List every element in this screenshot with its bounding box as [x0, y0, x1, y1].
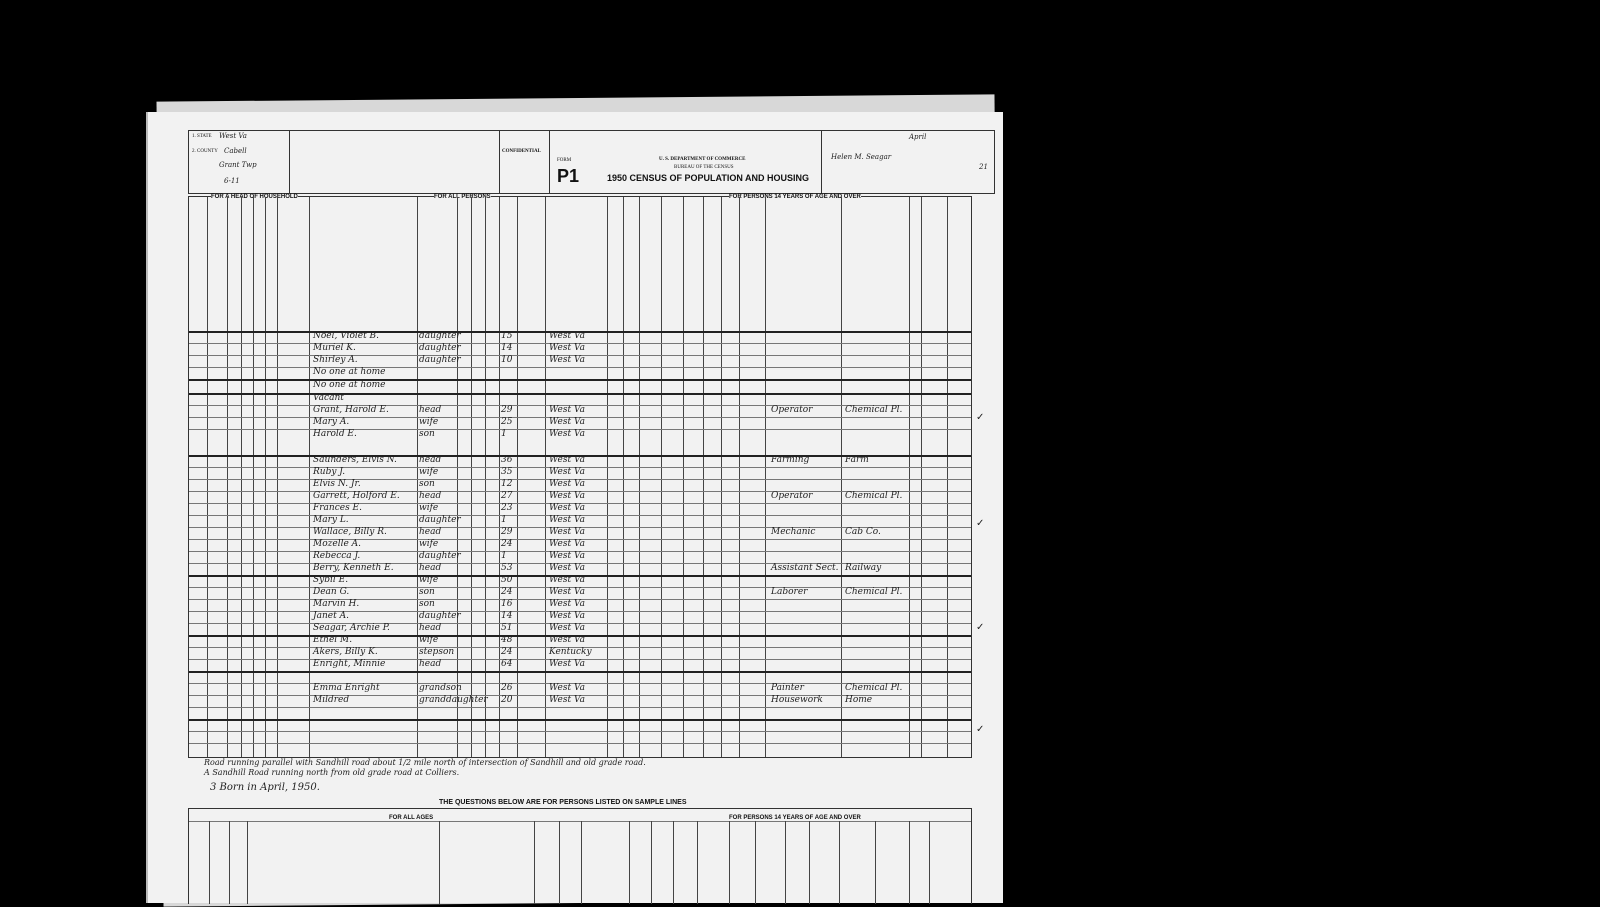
confidential-label: CONFIDENTIAL	[502, 149, 541, 154]
birthplace: West Va	[549, 429, 585, 439]
occupation: Operator	[771, 405, 813, 415]
relationship: son	[419, 479, 435, 489]
person-name: Vacant	[313, 393, 344, 403]
birthplace: West Va	[549, 539, 585, 549]
age: 64	[501, 659, 513, 669]
sheet-number: 21	[979, 163, 988, 171]
person-name: Ruby J.	[313, 467, 346, 477]
check-mark: ✓	[976, 412, 985, 423]
age: 27	[501, 491, 513, 501]
person-name: No one at home	[313, 367, 386, 377]
age: 1	[501, 429, 507, 439]
over14-section-label: FOR PERSONS 14 YEARS OF AGE AND OVER	[729, 194, 861, 200]
person-name: Janet A.	[313, 611, 349, 621]
state-value: West Va	[219, 132, 247, 140]
census-grid	[188, 196, 972, 758]
birthplace: West Va	[549, 635, 585, 645]
birthplace: West Va	[549, 659, 585, 669]
date-started-value: April	[909, 133, 927, 141]
age: 15	[501, 331, 513, 341]
age: 29	[501, 405, 513, 415]
age: 14	[501, 611, 513, 621]
relationship: daughter	[419, 343, 461, 353]
age: 16	[501, 599, 513, 609]
all-persons-section-label: FOR ALL PERSONS	[434, 194, 491, 200]
person-name: No one at home	[313, 380, 386, 390]
person-name: Shirley A.	[313, 355, 358, 365]
relationship: head	[419, 659, 442, 669]
person-name: Akers, Billy K.	[313, 647, 378, 657]
person-name: Harold E.	[313, 429, 357, 439]
age: 53	[501, 563, 513, 573]
bureau-label: BUREAU OF THE CENSUS	[674, 165, 734, 170]
relationship: head	[419, 405, 442, 415]
department-label: U. S. DEPARTMENT OF COMMERCE	[659, 157, 746, 162]
age: 36	[501, 455, 513, 465]
relationship: grandson	[419, 683, 462, 693]
industry: Chemical Pl.	[845, 405, 903, 415]
birthplace: West Va	[549, 467, 585, 477]
census-sheet	[146, 112, 1003, 903]
person-name: Saunders, Elvis N.	[313, 455, 397, 465]
industry: Chemical Pl.	[845, 491, 903, 501]
age: 50	[501, 575, 513, 585]
footnote-born: 3 Born in April, 1950.	[210, 782, 320, 793]
person-name: Enright, Minnie	[313, 659, 386, 669]
age: 29	[501, 527, 513, 537]
birthplace: West Va	[549, 355, 585, 365]
person-name: Emma Enright	[313, 683, 380, 693]
person-name: Frances E.	[313, 503, 362, 513]
birthplace: West Va	[549, 575, 585, 585]
birthplace: West Va	[549, 551, 585, 561]
check-mark: ✓	[976, 622, 985, 633]
ed-number-value: 6-11	[224, 177, 240, 185]
title-box	[549, 131, 822, 193]
age: 12	[501, 479, 513, 489]
birthplace: West Va	[549, 417, 585, 427]
age: 1	[501, 515, 507, 525]
form-id: P1	[557, 166, 580, 186]
birthplace: West Va	[549, 563, 585, 573]
relationship: son	[419, 429, 435, 439]
check-mark: ✓	[976, 724, 985, 735]
age: 25	[501, 417, 513, 427]
relationship: head	[419, 455, 442, 465]
occupation: Mechanic	[771, 527, 816, 537]
check-mark: ✓	[976, 518, 985, 529]
footnote-line-1: Road running parallel with Sandhill road about 1/2 mile north of intersection of Sandhill and old grade road.	[204, 758, 646, 767]
relationship: daughter	[419, 611, 461, 621]
person-name: Mary L.	[313, 515, 349, 525]
occupation: Painter	[771, 683, 804, 693]
relationship: wife	[419, 635, 439, 645]
township-value: Grant Twp	[219, 161, 257, 169]
relationship: son	[419, 599, 435, 609]
relationship: daughter	[419, 355, 461, 365]
relationship: stepson	[419, 647, 455, 657]
birthplace: West Va	[549, 695, 585, 705]
age: 24	[501, 539, 513, 549]
age: 24	[501, 647, 513, 657]
age: 1	[501, 551, 507, 561]
relationship: daughter	[419, 515, 461, 525]
person-name: Mozelle A.	[313, 539, 362, 549]
industry: Chemical Pl.	[845, 587, 903, 597]
age: 35	[501, 467, 513, 477]
person-name: Wallace, Billy R.	[313, 527, 387, 537]
relationship: granddaughter	[419, 695, 488, 705]
relationship: daughter	[419, 551, 461, 561]
age: 48	[501, 635, 513, 645]
occupation: Assistant Sect.	[771, 563, 839, 573]
birthplace: West Va	[549, 503, 585, 513]
person-name: Ethel M.	[313, 635, 353, 645]
age: 26	[501, 683, 513, 693]
relationship: wife	[419, 575, 439, 585]
person-name: Mildred	[313, 695, 350, 705]
relationship: son	[419, 587, 435, 597]
relationship: daughter	[419, 331, 461, 341]
age: 51	[501, 623, 513, 633]
age: 14	[501, 343, 513, 353]
form-title: 1950 CENSUS OF POPULATION AND HOUSING	[607, 173, 810, 183]
age: 20	[501, 695, 513, 705]
household-section-label: FOR A HEAD OF HOUSEHOLD	[211, 194, 298, 200]
occupation: Laborer	[771, 587, 808, 597]
sample-header: THE QUESTIONS BELOW ARE FOR PERSONS LISTED ON SAMPLE LINES	[439, 799, 687, 806]
person-name: Seagar, Archie P.	[313, 623, 390, 633]
person-name: Marvin H.	[313, 599, 360, 609]
person-name: Rebecca J.	[313, 551, 361, 561]
relationship: head	[419, 527, 442, 537]
form-label: FORM	[557, 158, 572, 163]
person-name: Berry, Kenneth E.	[313, 563, 394, 573]
enumerator-name: Helen M. Seagar	[831, 153, 892, 161]
birthplace: West Va	[549, 405, 585, 415]
birthplace: West Va	[549, 455, 585, 465]
birthplace: West Va	[549, 343, 585, 353]
industry: Farm	[845, 455, 869, 465]
person-name: Grant, Harold E.	[313, 405, 389, 415]
footnote-line-2: A Sandhill Road running north from old grade road at Colliers.	[204, 768, 460, 777]
birthplace: West Va	[549, 587, 585, 597]
relationship: head	[419, 491, 442, 501]
enumerator-box	[821, 131, 991, 193]
relationship: wife	[419, 417, 439, 427]
industry: Railway	[845, 563, 882, 573]
birthplace: West Va	[549, 527, 585, 537]
all-ages-label: FOR ALL AGES	[389, 815, 434, 821]
birthplace: West Va	[549, 599, 585, 609]
birthplace: Kentucky	[549, 647, 592, 657]
occupation: Housework	[771, 695, 823, 705]
age: 23	[501, 503, 513, 513]
age: 10	[501, 355, 513, 365]
confidential-box	[499, 131, 550, 193]
relationship: wife	[419, 539, 439, 549]
person-name: Muriel K.	[313, 343, 356, 353]
sheet-header: 1. STATE West Va 2. COUNTY Cabell Grant Twp 6-11 CONFIDENTIAL FORM P1 U. S. DEPARTMENT OF COMMERCE BUREAU OF THE CENSUS 1950 CENSUS OF POPULATION AND HOUSING April Helen M. Seagar 21	[188, 130, 995, 194]
birthplace: West Va	[549, 479, 585, 489]
over14-bottom-label: FOR PERSONS 14 YEARS OF AGE AND OVER	[729, 815, 861, 821]
birthplace: West Va	[549, 331, 585, 341]
person-name: Noel, Violet B.	[313, 331, 380, 341]
birthplace: West Va	[549, 515, 585, 525]
person-name: Elvis N. Jr.	[313, 479, 361, 489]
relationship: wife	[419, 503, 439, 513]
occupation: Operator	[771, 491, 813, 501]
sample-lines-section	[188, 799, 972, 904]
person-name: Garrett, Holford E.	[313, 491, 400, 501]
relationship: head	[419, 623, 442, 633]
person-name: Dean G.	[313, 587, 350, 597]
relationship: wife	[419, 467, 439, 477]
birthplace: West Va	[549, 611, 585, 621]
address-box	[289, 131, 500, 193]
industry: Home	[845, 695, 873, 705]
industry: Chemical Pl.	[845, 683, 903, 693]
person-name: Sybil E.	[313, 575, 349, 585]
birthplace: West Va	[549, 623, 585, 633]
industry: Cab Co.	[845, 527, 881, 537]
relationship: head	[419, 563, 442, 573]
person-name: Mary A.	[313, 417, 350, 427]
county-value: Cabell	[224, 147, 247, 155]
age: 24	[501, 587, 513, 597]
birthplace: West Va	[549, 683, 585, 693]
birthplace: West Va	[549, 491, 585, 501]
occupation: Farming	[771, 455, 810, 465]
